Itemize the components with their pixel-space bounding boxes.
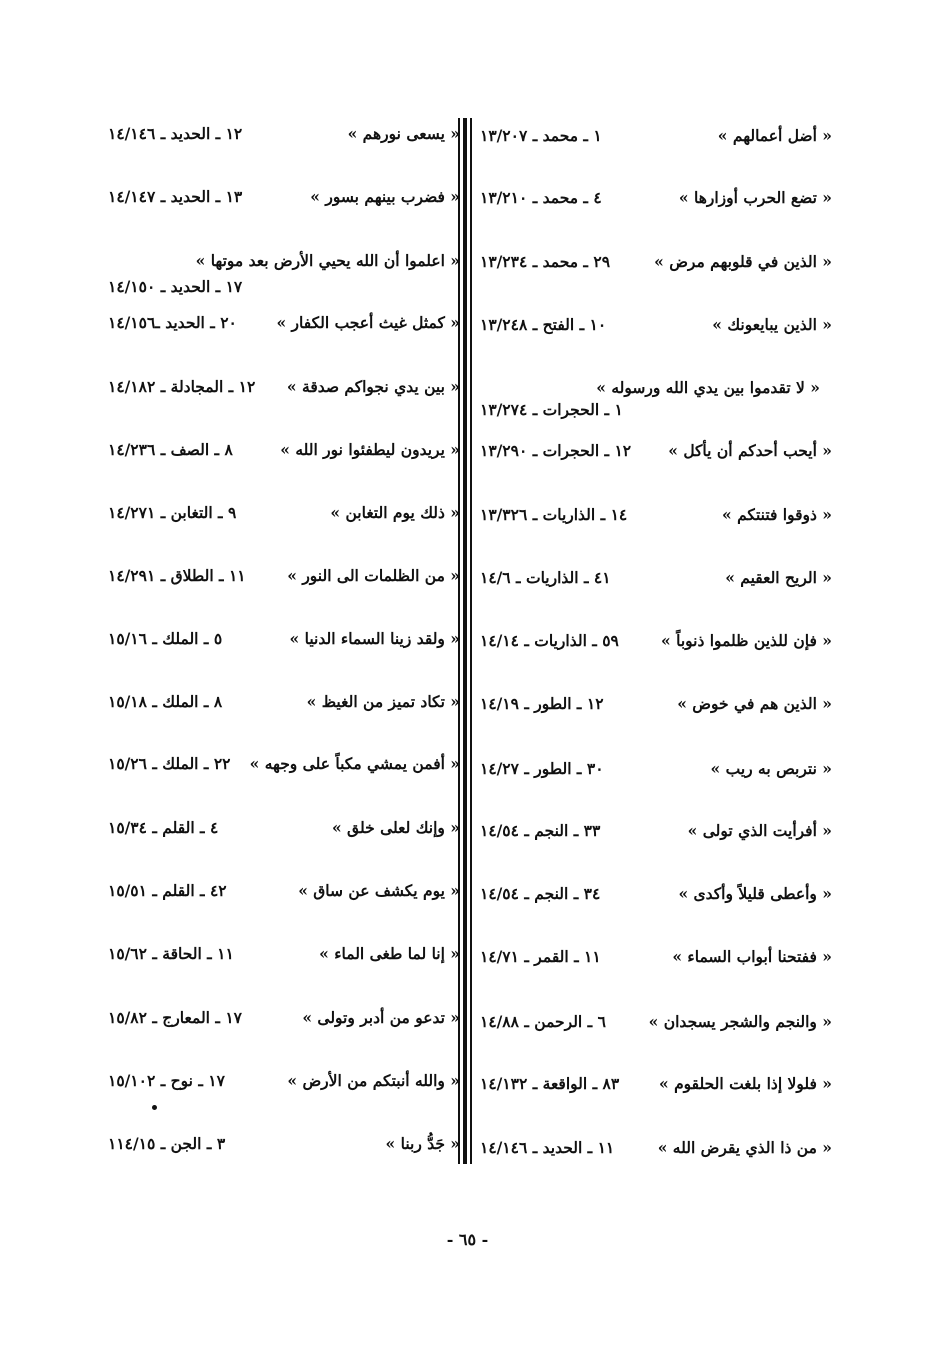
verse-reference: ٨ ـ الصف ـ ١٤/٢٣٦: [108, 440, 233, 459]
verse-quote: « فضرب بينهم بسور »: [310, 187, 460, 206]
verse-quote: « الذين هم في خوض »: [677, 694, 832, 713]
verse-reference: ١٣ ـ الحديد ـ ١٤/١٤٧: [108, 187, 243, 206]
verse-reference: ٥٩ ـ الذاريات ـ ١٤/١٤: [480, 631, 619, 650]
verse-quote: « لا تقدموا بين يدي الله ورسوله »: [596, 378, 820, 397]
ink-dot: [152, 1105, 157, 1110]
verse-quote: « يسعى نورهم »: [347, 124, 460, 143]
verse-quote: « نتربص به ريب »: [710, 759, 832, 778]
verse-reference: ٢٢ ـ الملك ـ ١٥/٢٦: [108, 754, 231, 773]
verse-quote: « تدعو من أدبر وتولى »: [302, 1008, 460, 1027]
verse-quote: « اعلموا أن الله يحيي الأرض بعد موتها »: [195, 251, 460, 270]
verse-reference: ٦ ـ الرحمن ـ ١٤/٨٨: [480, 1012, 606, 1031]
verse-quote: « أفرأيت الذي تولى »: [687, 821, 832, 840]
verse-reference: ١ ـ الحجرات ـ ١٣/٢٧٤: [480, 400, 623, 419]
verse-quote: « يوم يكشف عن ساق »: [298, 881, 460, 900]
verse-quote: « الذين في قلوبهم مرض »: [654, 252, 832, 271]
verse-reference: ١٢ ـ الحجرات ـ ١٣/٢٩٠: [480, 441, 632, 460]
verse-reference: ١١ ـ القمر ـ ١٤/٧١: [480, 947, 601, 966]
verse-reference: ١٧ ـ الحديد ـ ١٤/١٥٠: [108, 277, 243, 296]
verse-quote: « والنجم والشجر يسجدان »: [648, 1012, 832, 1031]
verse-quote: « كمثل غيث أعجب الكفار »: [276, 313, 460, 332]
verse-reference: ٢٠ ـ الحديد ـ١٤/١٥٦: [108, 313, 237, 332]
verse-reference: ١٠ ـ الفتح ـ ١٣/٢٤٨: [480, 315, 607, 334]
column-divider: [458, 118, 472, 1164]
verse-reference: ٣٣ ـ النجم ـ ١٤/٥٤: [480, 821, 601, 840]
verse-reference: ١١ ـ الحديد ـ ١٤/١٤٦: [480, 1138, 615, 1157]
verse-reference: ٤ ـ محمد ـ ١٣/٢١٠: [480, 188, 602, 207]
verse-quote: « وأعطى قليلاً وأكدى »: [678, 884, 832, 903]
verse-quote: « ذلك يوم التغابن »: [330, 503, 460, 522]
verse-reference: ١ ـ محمد ـ ١٣/٢٠٧: [480, 126, 602, 145]
verse-reference: ١٧ ـ المعارج ـ ١٥/٨٢: [108, 1008, 242, 1027]
verse-quote: « تكاد تميز من الغيظ »: [306, 692, 460, 711]
verse-reference: ٥ ـ الملك ـ ١٥/١٦: [108, 629, 223, 648]
verse-quote: « يريدون ليطفئوا نور الله »: [280, 440, 460, 459]
verse-quote: « أضل أعمالهم »: [717, 126, 832, 145]
verse-quote: « ولقد زينا السماء الدنيا »: [289, 629, 460, 648]
verse-quote: « تضع الحرب أوزارها »: [678, 188, 832, 207]
verse-quote: « الذين يبايعونك »: [712, 315, 832, 334]
verse-quote: « أفمن يمشي مكباً على وجهه »: [249, 754, 460, 773]
verse-quote: « ففتحنا أبواب السماء »: [672, 947, 832, 966]
verse-reference: ١١ ـ الطلاق ـ ١٤/٢٩١: [108, 566, 246, 585]
verse-quote: « أيحب أحدكم أن يأكل »: [668, 441, 832, 460]
verse-reference: ٨ ـ الملك ـ ١٥/١٨: [108, 692, 223, 711]
verse-reference: ١١ ـ الحاقة ـ ١٥/٦٢: [108, 944, 234, 963]
verse-reference: ١٢ ـ الطور ـ ١٤/١٩: [480, 694, 604, 713]
verse-reference: ١٧ ـ نوح ـ ١٥/١٠٢: [108, 1071, 225, 1090]
verse-reference: ١٢ ـ الحديد ـ ١٤/١٤٦: [108, 124, 243, 143]
verse-quote: « ذوقوا فتنتكم »: [722, 505, 832, 524]
verse-reference: ٤١ ـ الذاريات ـ ١٤/٦: [480, 568, 611, 587]
verse-reference: ٣٤ ـ النجم ـ ١٤/٥٤: [480, 884, 601, 903]
verse-quote: « بين يدي نجواكم صدقة »: [286, 377, 460, 396]
verse-reference: ١٢ ـ المجادلة ـ ١٤/١٨٢: [108, 377, 256, 396]
verse-quote: « إنا لما طغى الماء »: [319, 944, 460, 963]
verse-quote: « الريح العقيم »: [725, 568, 832, 587]
verse-reference: ٣٠ ـ الطور ـ ١٤/٢٧: [480, 759, 604, 778]
verse-quote: « من الظلمات الى النور »: [287, 566, 460, 585]
verse-reference: ٣ ـ الجن ـ ١١٤/١٥: [108, 1134, 226, 1153]
verse-quote: « فلولا إذا بلغت الحلقوم »: [658, 1074, 832, 1093]
verse-quote: « والله أنبتكم من الأرض »: [287, 1071, 460, 1090]
verse-quote: « من ذا الذي يقرض الله »: [657, 1138, 832, 1157]
verse-reference: ٤٢ ـ القلم ـ ١٥/٥١: [108, 881, 227, 900]
verse-quote: « فإن للذين ظلموا ذنوباً »: [661, 631, 832, 650]
page-number: - ٦٥ -: [446, 1230, 489, 1249]
verse-reference: ١٤ ـ الذاريات ـ ١٣/٣٢٦: [480, 505, 628, 524]
verse-quote: « وإنك لعلى خلق »: [331, 818, 460, 837]
verse-reference: ٢٩ ـ محمد ـ ١٣/٢٣٤: [480, 252, 611, 271]
verse-reference: ٩ ـ التغابن ـ ١٤/٢٧١: [108, 503, 237, 522]
verse-quote: « جَدُّ ربنا »: [385, 1134, 460, 1153]
verse-reference: ٨٣ ـ الواقعة ـ ١٤/١٣٢: [480, 1074, 620, 1093]
verse-reference: ٤ ـ القلم ـ ١٥/٣٤: [108, 818, 219, 837]
